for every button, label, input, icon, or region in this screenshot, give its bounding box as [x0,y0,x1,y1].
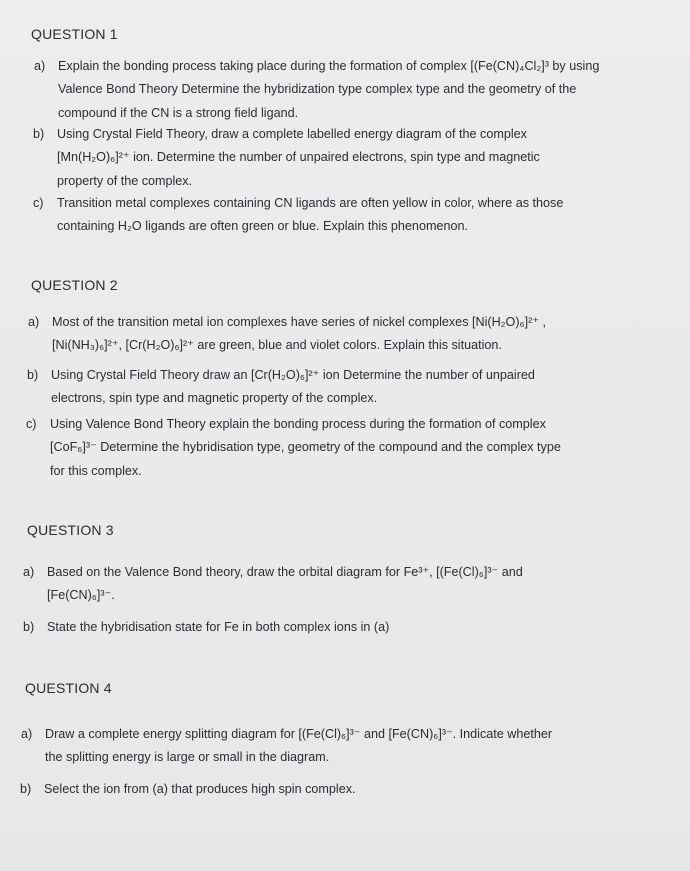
text-line: [Mn(H₂O)₆]²⁺ ion. Determine the number of unpaired electrons, spin type and magnetic [57,150,540,165]
item-label: b) [27,368,39,382]
text-line: Using Crystal Field Theory, draw a complete labelled energy diagram of the complex [57,127,527,141]
item-label: b) [33,127,45,141]
text-line: Most of the transition metal ion complexes have series of nickel complexes [Ni(H₂O)₆]²⁺ , [52,315,546,329]
text-line: containing H₂O ligands are often green or blue. Explain this phenomenon. [57,219,468,234]
item-label: a) [34,59,46,73]
item-label: c) [33,196,44,210]
text-line: Using Valence Bond Theory explain the bonding process during the formation of complex [50,417,546,431]
item-label: a) [23,565,35,579]
question-4-heading: QUESTION 4 [25,680,112,696]
text-line: Valence Bond Theory Determine the hybridization type complex type and the geometry of the [58,82,577,97]
text-line: electrons, spin type and magnetic property of the complex. [51,391,378,406]
text-line: the splitting energy is large or small in the diagram. [45,750,330,765]
text-line: [Ni(NH₃)₆]²⁺, [Cr(H₂O)₆]²⁺ are green, blue and violet colors. Explain this situation. [52,338,502,353]
text-line: [CoF₆]³⁻ Determine the hybridisation type, geometry of the compound and the complex type [50,440,561,455]
question-1-heading: QUESTION 1 [31,26,118,42]
text-line: Select the ion from (a) that produces high spin complex. [44,782,356,796]
text-line: Using Crystal Field Theory draw an [Cr(H₂O)₆]²⁺ ion Determine the number of unpaired [51,368,535,382]
text-line: [Fe(CN)₆]³⁻. [47,588,115,603]
text-line: for this complex. [50,463,142,478]
text-line: Draw a complete energy splitting diagram for [(Fe(Cl)₆]³⁻ and [Fe(CN)₆]³⁻. Indicate whether [45,727,553,741]
text-line: compound if the CN is a strong field ligand. [58,105,299,120]
text-line: property of the complex. [57,173,193,188]
text-line: Based on the Valence Bond theory, draw the orbital diagram for Fe³⁺, [(Fe(Cl)₆]³⁻ and [47,565,523,579]
item-label: b) [23,620,35,634]
item-label: c) [26,417,37,431]
question-2-heading: QUESTION 2 [31,277,118,293]
text-line: Explain the bonding process taking place during the formation of complex [(Fe(CN)₄Cl₂]³ by using [58,59,600,73]
text-line: Transition metal complexes containing CN ligands are often yellow in color, where as those [57,196,564,210]
question-3-heading: QUESTION 3 [27,522,114,538]
item-label: a) [28,315,40,329]
text-line: State the hybridisation state for Fe in both complex ions in (a) [47,620,390,634]
item-label: b) [20,782,32,796]
item-label: a) [21,727,33,741]
